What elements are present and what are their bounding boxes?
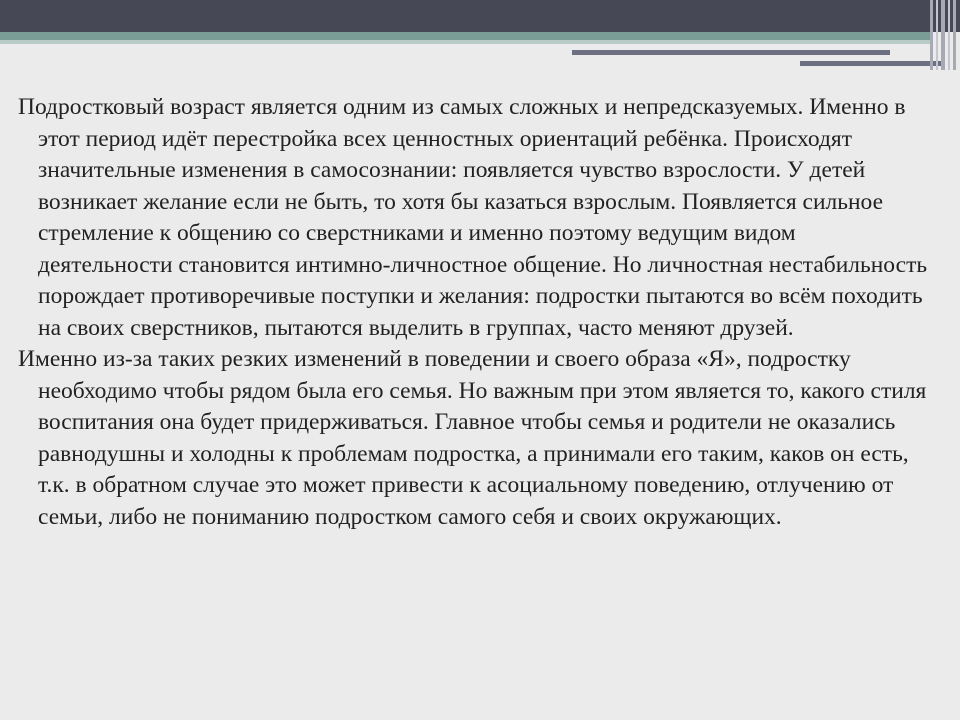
decorative-stripe <box>930 0 933 70</box>
slide-body <box>18 92 930 533</box>
paragraph-family-role: Именно из-за таких резких изменений в поведении и своего образа «Я», подростку необходимо чтобы рядом была его семья. Но важным при этом является то, какого стиля воспитания она будет придерживаться. Главное чтобы семья и родители не оказались равнодушны и холодны к проблемам подростка, а принимали его таким, каков он есть, т.к. в обратном случае это может привести к асоциальному поведению, отлучению от семьи, либо не пониманию подростком самого себя и своих окружающих. <box>18 346 927 530</box>
header-band <box>0 0 960 32</box>
decorative-stripe <box>953 0 956 70</box>
header-accent-line <box>0 32 930 40</box>
decorative-stripe <box>936 0 938 70</box>
header-accent-line-light <box>0 40 930 44</box>
decorative-bar-lower <box>800 61 942 66</box>
decorative-stripe <box>948 0 950 70</box>
decorative-stripe <box>941 0 945 70</box>
paragraph-adolescence-overview: Подростковый возраст является одним из самых сложных и непредсказуемых. Именно в этот период идёт перестройка всех ценностных ориентаций ребёнка. Происходят значительные изменения в самосознании: появляется чувство взрослости. У детей возникает желание если не быть, то хотя бы казаться взрослым. Появляется сильное стремление к общению со сверстниками и именно поэтому ведущим видом деятельности становится интимно-личностное общение. Но личностная нестабильность порождает противоречивые поступки и желания: подростки пытаются во всём походить на своих сверстников, пытаются выделить в группах, часто меняют друзей. <box>18 94 928 341</box>
decorative-bar-upper <box>572 50 890 55</box>
